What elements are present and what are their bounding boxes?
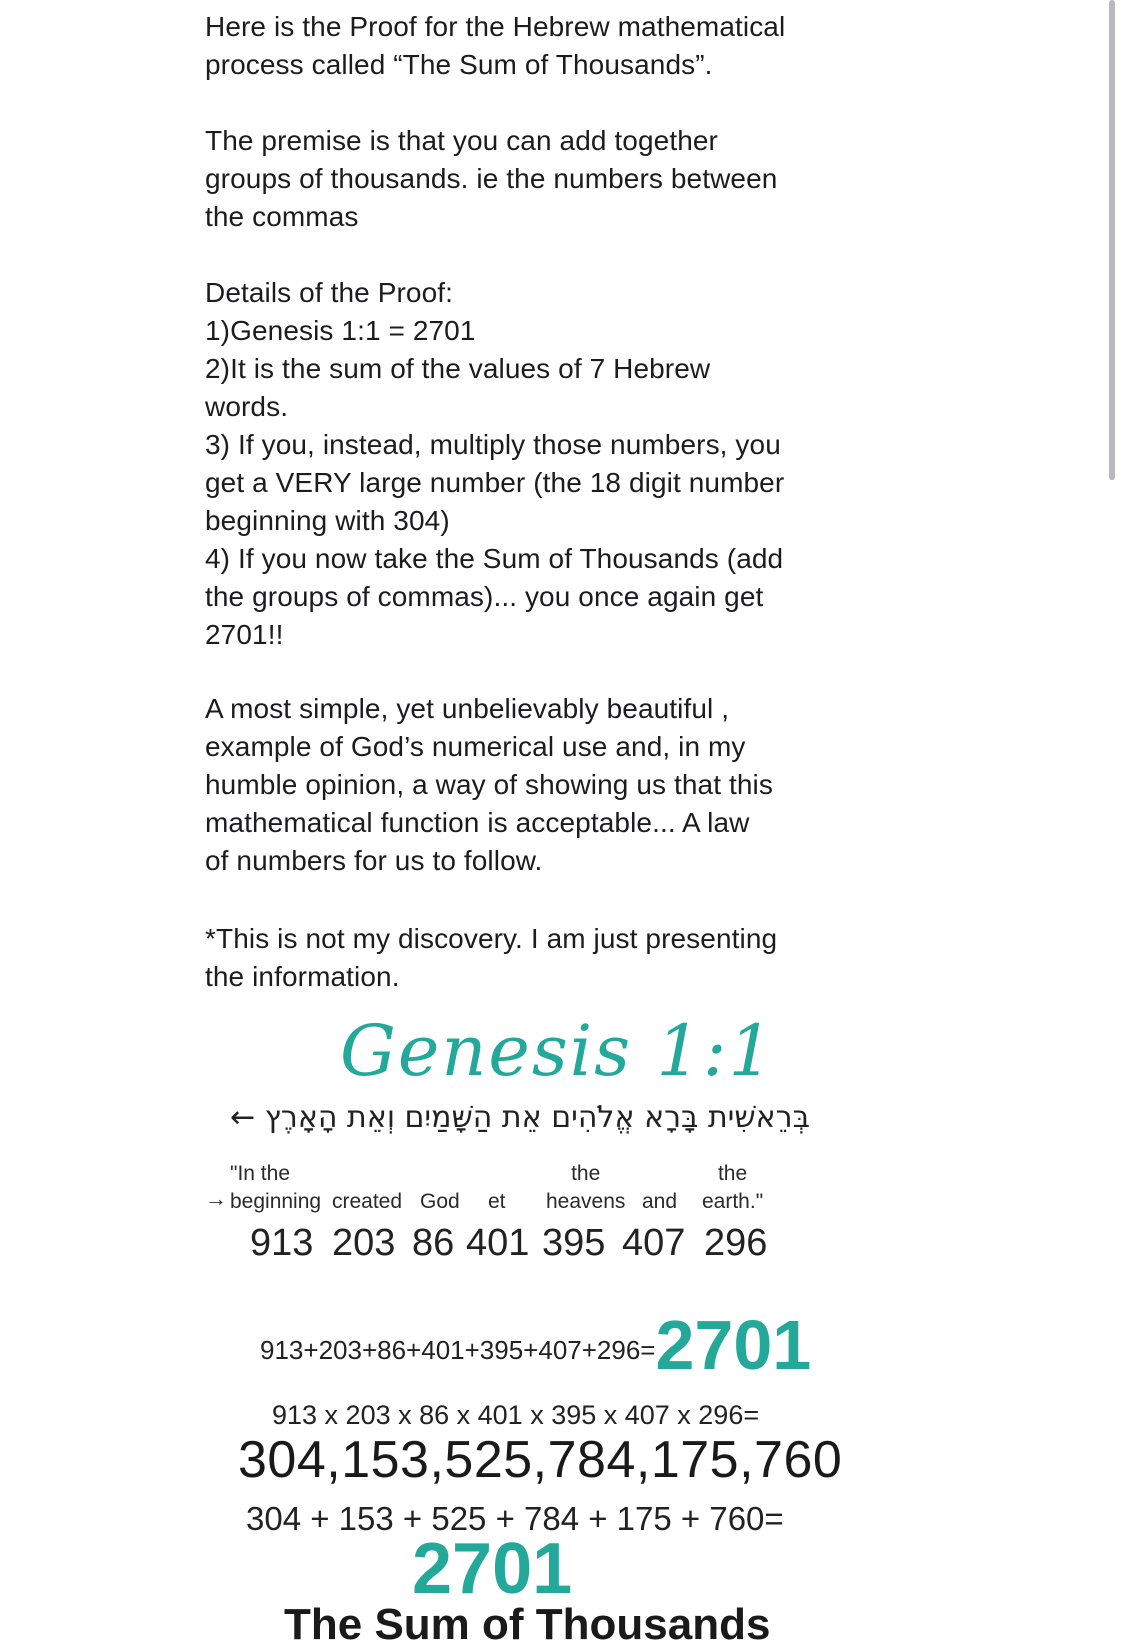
letter-value: 401 — [466, 1222, 530, 1264]
word-label: and — [642, 1190, 678, 1213]
post-paragraph-disclaimer: *This is not my discovery. I am just presenting the information. — [205, 923, 778, 992]
post-paragraph-premise: The premise is that you can add together groups of thousands. ie the numbers between the commas — [205, 125, 778, 232]
word-label: "In the beginning — [230, 1162, 322, 1213]
hebrew-verse: ← בְּרֵאשִׁית בָּרָא אֱלֹהִים אֵת הַשָּׁמַיִם וְאֵת הָאָרֶץ — [230, 1100, 810, 1135]
sum-result: 2701 — [655, 1306, 812, 1384]
letter-value: 913 — [250, 1222, 314, 1264]
word-label: et — [488, 1190, 506, 1213]
genesis-infographic-image — [180, 1000, 860, 1649]
letter-value: 296 — [704, 1222, 768, 1264]
word-label: God — [420, 1190, 460, 1213]
arrow-right-icon: → — [205, 1186, 227, 1211]
letter-value: 203 — [332, 1222, 396, 1264]
letter-value: 86 — [412, 1222, 455, 1264]
infographic-footer: The Sum of Thousands — [284, 1600, 771, 1649]
product-expression: 913 x 203 x 86 x 401 x 395 x 407 x 296= — [272, 1400, 760, 1430]
infographic-title: Genesis 1:1 — [340, 1010, 775, 1092]
post-paragraph-conclusion: A most simple, yet unbelievably beautiful , example of God’s numerical use and, in my humble opinion, a way of showing us that this mathematical function is acceptable... A law of numbers for us to follow. — [205, 693, 773, 876]
product-result: 304,153,525,784,175,760 — [238, 1431, 843, 1489]
groups-expression: 304 + 153 + 525 + 784 + 175 + 760= — [246, 1500, 784, 1537]
word-label: the heavens — [546, 1162, 626, 1213]
sum-expression: 913+203+86+401+395+407+296= — [260, 1335, 656, 1365]
letter-value: 407 — [622, 1222, 686, 1264]
letter-value: 395 — [542, 1222, 606, 1264]
word-label: the earth." — [702, 1162, 764, 1213]
post-paragraph-details: Details of the Proof: 1)Genesis 1:1 = 2701 2)It is the sum of the values of 7 Hebrew words. 3) If you, instead, multiply those numbers, you get a VERY large number (the 18 digit number beginning with 304) 4) If you now take the Sum of Thousands (add the groups of commas)... you once again get 2701!! — [205, 277, 785, 650]
word-label: created — [332, 1190, 403, 1213]
post-paragraph-intro: Here is the Proof for the Hebrew mathematical process called “The Sum of Thousands”. — [205, 11, 786, 80]
sum-equation — [260, 1305, 811, 1385]
groups-result: 2701 — [412, 1529, 573, 1609]
scrollbar[interactable] — [1109, 0, 1115, 480]
